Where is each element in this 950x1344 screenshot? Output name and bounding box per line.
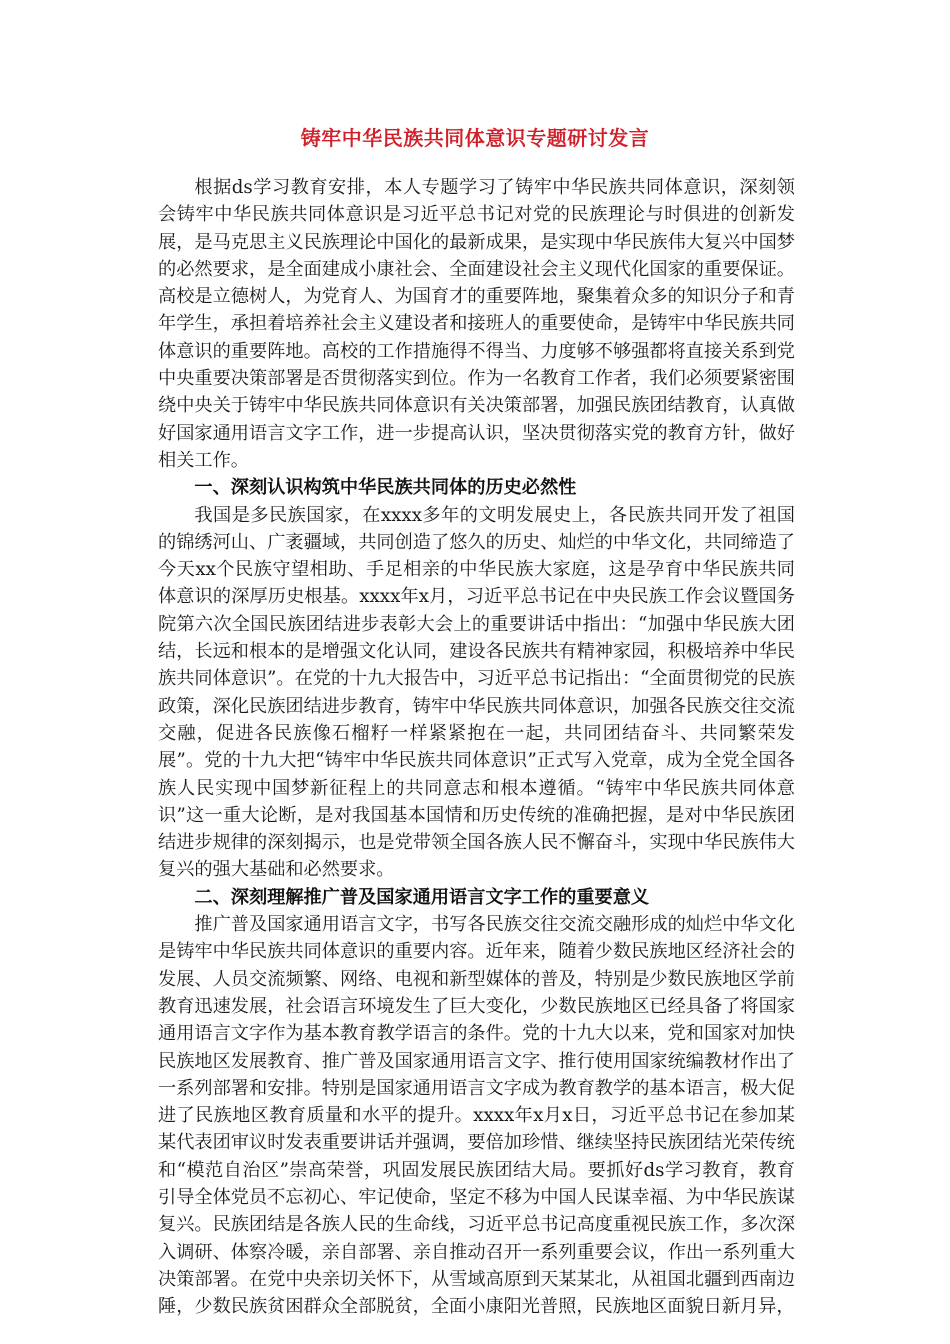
intro-paragraph: 根据ds学习教育安排，本人专题学习了铸牢中华民族共同体意识，深刻领会铸牢中华民族共同体意识是习近平总书记对党的民族理论与时俱进的创新发展，是马克思主义民族理论中国化的最新成果，是实现中华民族伟大复兴中国梦的必然要求，是全面建成小康社会、全面建设社会主义现代化国家的重要保证。高校是立德树人，为党育人、为国育才的重要阵地，聚集着众多的知识分子和青年学生，承担着培养社会主义建设者和接班人的重要使命，是铸牢中华民族共同体意识的重要阵地。高校的工作措施得不得当、力度够不够强都将直接关系到党中央重要决策部署是否贯彻落实到位。作为一名教育工作者，我们必须要紧密围绕中央关于铸牢中华民族共同体意识有关决策部署，加强民族团结教育，认真做好国家通用语言文字工作，进一步提高认识，坚决贯彻落实党的教育方针，做好相关工作。 xyxy=(158,177,795,471)
section-1-paragraph: 我国是多民族国家，在xxxx多年的文明发展史上，各民族共同开发了祖国的锦绣河山、广袤疆域，共同创造了悠久的历史、灿烂的中华文化，共同缔造了今天xx个民族守望相助、手足相亲的中华民族大家庭，这是孕育中华民族共同体意识的深厚历史根基。xxxx年x月，习近平总书记在中央民族工作会议暨国务院第六次全国民族团结进步表彰大会上的重要讲话中指出：“加强中华民族大团结，长远和根本的是增强文化认同，建设各民族共有精神家园，积极培养中华民族共同体意识”。在党的十九大报告中，习近平总书记指出：“全面贯彻党的民族政策，深化民族团结进步教育，铸牢中华民族共同体意识，加强各民族交往交流交融，促进各民族像石榴籽一样紧紧抱在一起，共同团结奋斗、共同繁荣发展”。党的十九大把“铸牢中华民族共同体意识”正式写入党章，成为全党全国各族人民实现中国梦新征程上的共同意志和根本遵循。“铸牢中华民族共同体意识”这一重大论断，是对我国基本国情和历史传统的准确把握，是对中华民族团结进步规律的深刻揭示，也是党带领全国各族人民不懈奋斗，实现中华民族伟大复兴的强大基础和必然要求。 xyxy=(158,504,795,881)
document-body xyxy=(158,174,795,1320)
section-2-heading: 二、深刻理解推广普及国家通用语言文字工作的重要意义 xyxy=(194,886,650,908)
document-title: 铸牢中华民族共同体意识专题研讨发言 xyxy=(300,126,650,150)
section-2-paragraph: 推广普及国家通用语言文字，书写各民族交往交流交融形成的灿烂中华文化是铸牢中华民族共同体意识的重要内容。近年来，随着少数民族地区经济社会的发展、人员交流频繁、网络、电视和新型媒体的普及，特别是少数民族地区学前教育迅速发展，社会语言环境发生了巨大变化，少数民族地区已经具备了将国家通用语言文字作为基本教育教学语言的条件。党的十九大以来，党和国家对加快民族地区发展教育、推广普及国家通用语言文字、推行使用国家统编教材作出了一系列部署和安排。特别是国家通用语言文字成为教育教学的基本语言，极大促进了民族地区教育质量和水平的提升。xxxx年x月x日，习近平总书记在参加某某代表团审议时发表重要讲话并强调，要倍加珍惜、继续坚持民族团结光荣传统和“模范自治区”崇高荣誉，巩固发展民族团结大局。要抓好ds学习教育，教育引导全体党员不忘初心、牢记使命，坚定不移为中国人民谋幸福、为中华民族谋复兴。民族团结是各族人民的生命线，习近平总书记高度重视民族工作，多次深入调研、体察冷暖，亲自部署、亲自推动召开一系列重要会议，作出一系列重大决策部署。在党中央亲切关怀下，从雪域高原到天某某北，从祖国北疆到西南边陲，少数民族贫困群众全部脱贫，全面小康阳光普照，民族地区面貌日新月异， xyxy=(158,914,795,1318)
section-1-heading: 一、深刻认识构筑中华民族共同体的历史必然性 xyxy=(194,477,577,499)
